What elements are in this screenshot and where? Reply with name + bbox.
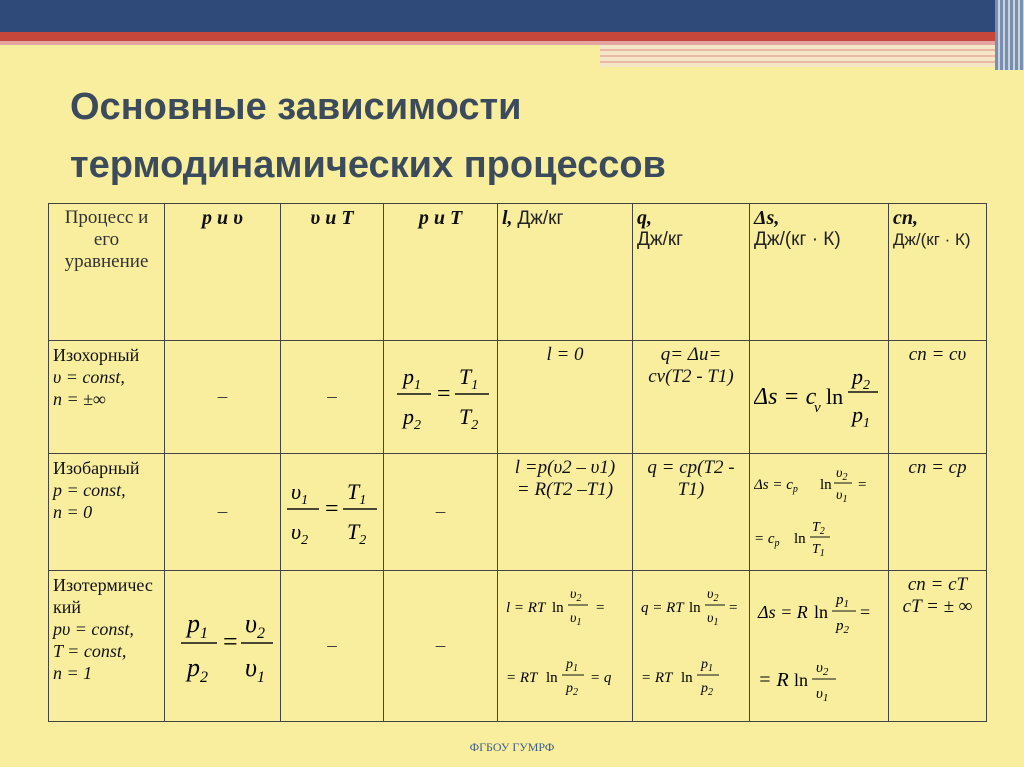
svg-text:=: = <box>325 496 339 522</box>
cell-q: q = cp(T2 - T1) <box>633 454 750 571</box>
header-l: l, Дж/кг <box>498 204 633 341</box>
svg-text:= RT: = RT <box>641 670 673 686</box>
process-name-cell: Изотермический pυ = const, T = const, n = 1 <box>49 571 165 722</box>
svg-text:T2: $T_2$ <box>458 404 478 433</box>
table-header-row <box>49 204 987 341</box>
svg-text:ln: ln <box>826 384 844 409</box>
svg-text:T1: $T_1$ <box>347 479 367 508</box>
cell-q: q= Δu= cv(T2 - T1) <box>633 341 750 454</box>
svg-text:T1: $T_1$ <box>812 542 825 559</box>
svg-text:=: = <box>222 627 238 656</box>
svg-text:υ1: $\upsilon_1$ <box>707 611 719 628</box>
svg-text:p1: $p_1$ <box>852 402 870 431</box>
svg-text:υ2: $\upsilon_2$ <box>707 587 719 604</box>
table-row <box>49 571 987 722</box>
header-p-T: p и T <box>384 204 498 341</box>
svg-text:υ2: $\upsilon_2$ <box>244 609 265 642</box>
formula-ds <box>750 571 889 722</box>
cell-dash: – <box>281 571 384 722</box>
process-name-cell: Изобарный p = const, n = 0 <box>49 454 165 571</box>
header-v-T: υ и T <box>281 204 384 341</box>
cell-cn: cn = cp <box>889 454 987 571</box>
formula-p-v <box>165 571 281 722</box>
svg-text:p1: $p_1$ <box>701 657 713 674</box>
process-name-cell: Изохорный υ = const, n = ±∞ <box>49 341 165 454</box>
footer-org: ФГБОУ ГУМРФ <box>469 740 555 754</box>
svg-text:= q: = q <box>590 670 612 686</box>
svg-text:= R: = R <box>758 669 789 691</box>
formula-q <box>633 571 750 722</box>
svg-text:ln: ln <box>546 670 558 686</box>
cell-dash: – <box>165 454 281 571</box>
header-ds: Δs, Дж/(кг · К) <box>750 204 889 341</box>
svg-text:ln: ln <box>794 531 806 547</box>
svg-text:p2: $p_2$ <box>836 618 849 636</box>
svg-text:p1: $p_1$ <box>402 364 421 393</box>
svg-text:Δs = cp: $\Delta s = c_p$ <box>754 477 798 495</box>
header-bar-red <box>0 32 1000 41</box>
svg-text:ln: ln <box>794 670 809 690</box>
formula-ds <box>750 454 889 571</box>
formula-l <box>498 571 633 722</box>
svg-text:ln: ln <box>814 602 829 622</box>
cell-cn: cn = cT cT = ± ∞ <box>889 571 987 722</box>
svg-text:Δs = c: Δs = c <box>754 384 817 410</box>
header-process: Процесс и его уравнение <box>49 204 165 341</box>
formula-p-T <box>384 341 498 454</box>
svg-text:v: v <box>814 400 821 416</box>
formula-ds <box>750 341 889 454</box>
svg-text:p2: $p_2$ <box>186 653 208 686</box>
svg-text:ln: ln <box>820 477 832 493</box>
header-bar-blue <box>0 0 1000 32</box>
svg-text:p1: $p_1$ <box>836 592 849 610</box>
cell-dash: – <box>281 341 384 454</box>
svg-text:=: = <box>858 477 867 493</box>
svg-text:p1: $p_1$ <box>186 609 208 642</box>
svg-text:υ1: $\upsilon_1$ <box>244 653 265 686</box>
svg-text:υ1: $\upsilon_1$ <box>291 479 309 508</box>
svg-text:υ2: $\upsilon_2$ <box>836 466 848 483</box>
cell-cn: cn = cυ <box>889 341 987 454</box>
table-row <box>49 454 987 571</box>
svg-text:= cp: = $c_p$ <box>754 531 780 549</box>
svg-text:p2: $p_2$ <box>701 681 713 698</box>
cell-dash: – <box>165 341 281 454</box>
svg-text:=: = <box>729 600 738 616</box>
svg-text:υ1: $\upsilon_1$ <box>836 488 848 505</box>
page-title <box>70 78 950 194</box>
svg-text:υ2: $\upsilon_2$ <box>570 587 582 604</box>
cell-dash: – <box>384 571 498 722</box>
svg-text:T2: $T_2$ <box>347 519 367 548</box>
svg-text:=: = <box>596 600 605 616</box>
svg-text:=: = <box>436 381 451 407</box>
cell-dash: – <box>384 454 498 571</box>
thermo-table <box>48 203 987 722</box>
svg-text:T1: $T_1$ <box>458 364 478 393</box>
svg-text:υ1: $\upsilon_1$ <box>570 611 582 628</box>
svg-text:p2: $p_2$ <box>402 404 421 433</box>
header-p-v: p и υ <box>165 204 281 341</box>
svg-text:p1: $p_1$ <box>566 657 578 674</box>
svg-text:Δs = R: Δs = R <box>758 602 808 622</box>
header-bar-stripes <box>600 45 1000 67</box>
svg-text:q = RT: q = RT <box>641 600 684 616</box>
svg-text:T2: $T_2$ <box>812 520 825 537</box>
svg-text:p2: $p_2$ <box>852 364 870 393</box>
table-row <box>49 341 987 454</box>
svg-text:l = RT: l = RT <box>506 600 546 616</box>
svg-text:ln: ln <box>689 600 701 616</box>
title-line-1: Основные зависимости <box>70 86 522 128</box>
cell-l: l = 0 <box>498 341 633 454</box>
svg-text:υ1: $\upsilon_1$ <box>816 686 829 704</box>
svg-text:= RT: = RT <box>506 670 538 686</box>
header-bar-edge <box>995 0 1024 70</box>
svg-text:p2: $p_2$ <box>566 681 578 698</box>
formula-v-T <box>281 454 384 571</box>
svg-text:υ2: $\upsilon_2$ <box>816 660 829 678</box>
header-q: q, Дж/кг <box>633 204 750 341</box>
title-line-2: термодинамических процессов <box>70 144 666 186</box>
svg-text:ln: ln <box>552 600 564 616</box>
cell-l: l =p(υ2 – υ1) = R(T2 –T1) <box>498 454 633 571</box>
svg-text:ln: ln <box>681 670 693 686</box>
header-cn: cn, Дж/(кг · К) <box>889 204 987 341</box>
svg-text:=: = <box>860 602 871 622</box>
svg-text:υ2: $\upsilon_2$ <box>291 519 309 548</box>
